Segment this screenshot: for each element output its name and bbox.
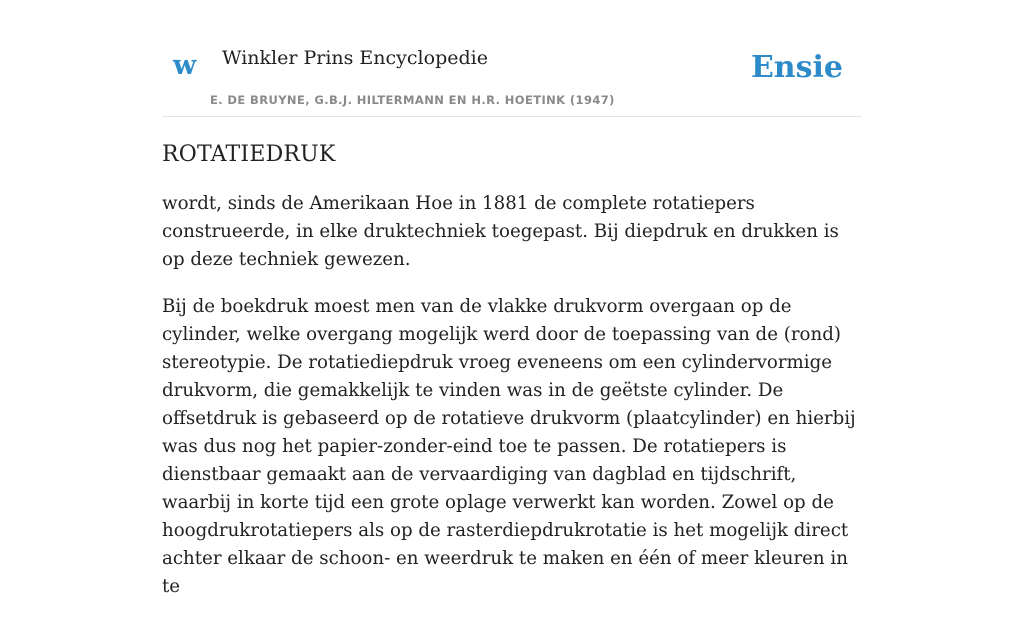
site-title[interactable]: Winkler Prins Encyclopedie [222,47,488,69]
site-header [162,0,862,117]
article-title: ROTATIEDRUK [162,142,336,167]
authors-subtitle: E. DE BRUYNE, G.B.J. HILTERMANN EN H.R. HOETINK (1947) [210,93,615,107]
ensie-logo[interactable]: Ensie [750,50,843,85]
winkler-prins-logo[interactable]: w [173,50,197,81]
article [162,138,866,620]
article-paragraph: Bij de boekdruk moest men van de vlakke drukvorm overgaan op de cylinder, welke overgang mogelijk werd door de toepassing van de (rond) stereotypie. De rotatiediepdruk vroeg eveneens om een cylindervormige drukvorm, die gemakkelijk te vinden was in de geëtste cylinder. De offsetdruk is gebaseerd op de rotatieve drukvorm (plaatcylinder) en hierbij was dus nog het papier-zonder-eind toe te passen. De rotatiepers is dienstbaar gemaakt aan de vervaardiging van dagblad en tijdschrift, waarbij in korte tijd een grote oplage verwerkt kan worden. Zowel op de hoogdrukrotatiepers als op de rasterdiepdrukrotatie is het mogelijk direct achter elkaar de schoon- en weerdruk te maken en één of meer kleuren in te [162,296,856,597]
article-paragraph: wordt, sinds de Amerikaan Hoe in 1881 de complete rotatiepers construeerde, in elke druktechniek toegepast. Bij diepdruk en drukken is op deze techniek gewezen. [162,193,839,270]
